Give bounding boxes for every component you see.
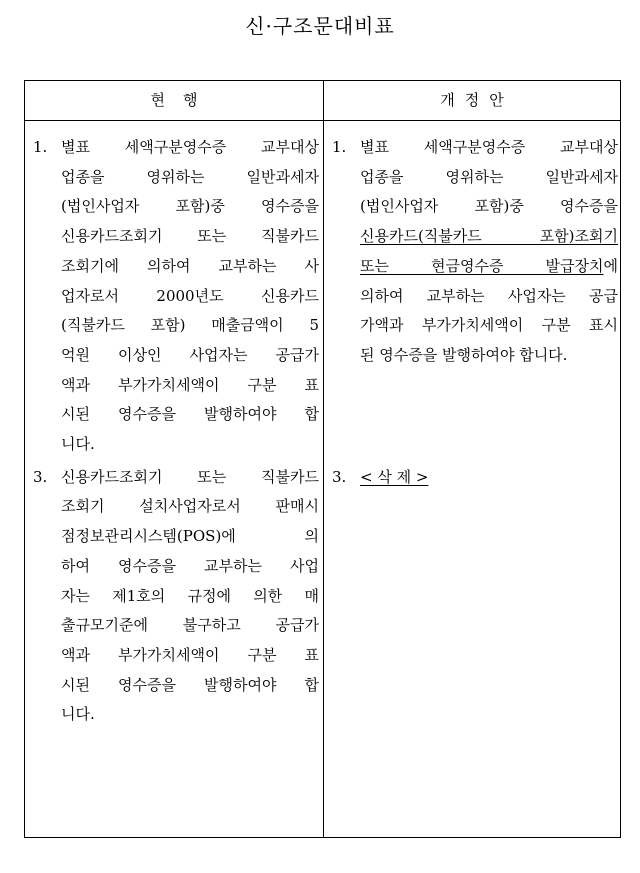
column-divider <box>323 81 324 837</box>
text-line <box>360 222 618 252</box>
text-line: 하여 영수증을 교부하는 사업 <box>61 556 319 575</box>
amended-text: 또는 현금영수증 발급장치 <box>360 256 604 275</box>
page-title: 신·구조문대비표 <box>245 14 395 38</box>
text-line: 억원 이상인 사업자는 공급가 <box>61 345 319 364</box>
header-divider <box>25 120 620 121</box>
text-line: 신용카드조회기 또는 직불카드 <box>61 227 319 246</box>
text-line: 액과 부가가치세액이 구분 표 <box>61 375 319 394</box>
text-line: 조회기에 의하여 교부하는 사 <box>61 256 319 275</box>
header-current: 현행 <box>150 91 216 109</box>
current-column <box>33 133 319 730</box>
item-number: 1. <box>332 138 347 156</box>
revised-column <box>332 133 618 492</box>
item-number: 3. <box>332 467 347 486</box>
text-line <box>360 463 618 493</box>
current-item-1 <box>33 133 319 460</box>
text-fragment: 에 <box>603 256 618 275</box>
text-line: 자는 제1호의 규정에 의한 매 <box>61 586 319 605</box>
text-line: 액과 부가가치세액이 구분 표 <box>61 645 319 664</box>
item-number: 3. <box>33 467 48 486</box>
text-line: 출규모기준에 불구하고 공급가 <box>61 616 319 635</box>
item-number: 1. <box>33 138 48 156</box>
text-line: (법인사업자 포함)중 영수증을 <box>61 197 319 216</box>
text-line: 업종을 영위하는 일반과세자 <box>61 167 319 186</box>
text-line: 가액과 부가가치세액이 구분 표시 <box>360 316 618 335</box>
text-line: (법인사업자 포함)중 영수증을 <box>360 197 618 216</box>
text-line: (직불카드 포함) 매출금액이 5 <box>61 316 319 335</box>
text-line: 별표 세액구분영수증 교부대상 <box>61 138 319 156</box>
revised-item-3 <box>332 463 618 493</box>
text-line: 점정보관리시스템(POS)에 의 <box>61 527 319 546</box>
text-line: 시된 영수증을 발행하여야 합 <box>61 675 319 694</box>
text-line: 된 영수증을 발행하여야 합니다. <box>360 345 568 364</box>
text-line: 시된 영수증을 발행하여야 합 <box>61 405 319 424</box>
text-line: 조회기 설치사업자로서 판매시 <box>61 497 319 516</box>
text-line: 별표 세액구분영수증 교부대상 <box>360 138 618 156</box>
text-line: 업자로서 2000년도 신용카드 <box>61 286 319 305</box>
text-line <box>360 252 618 282</box>
comparison-table <box>24 80 621 838</box>
header-revised: 개정안 <box>440 91 514 109</box>
text-line: 니다. <box>61 435 95 454</box>
amended-text: 신용카드(직불카드 포함)조회기 <box>360 227 618 246</box>
text-line: 신용카드조회기 또는 직불카드 <box>61 467 319 486</box>
revised-item-1 <box>332 133 618 371</box>
text-line: 업종을 영위하는 일반과세자 <box>360 167 618 186</box>
text-line: 의하여 교부하는 사업자는 공급 <box>360 286 618 305</box>
deleted-marker: < 삭 제 > <box>360 467 429 486</box>
text-line: 니다. <box>61 705 95 724</box>
current-item-3 <box>33 463 319 730</box>
